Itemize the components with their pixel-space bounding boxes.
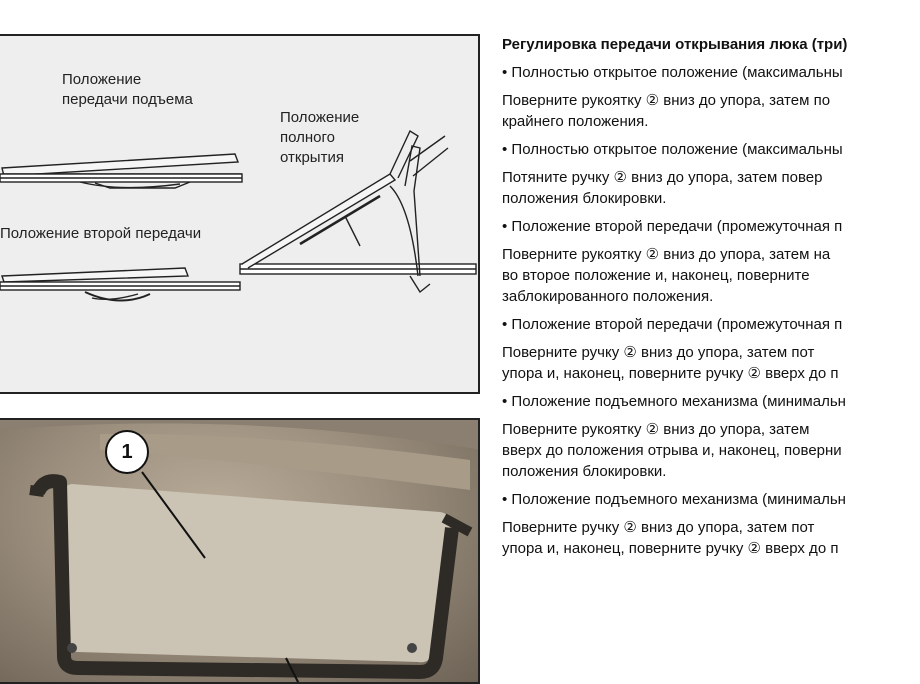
bullet-item: • Полностью открытое положение (максимальны (502, 141, 843, 158)
instruction-paragraph (502, 167, 920, 209)
instruction-line: Поверните рукоятку ② вниз до упора, затем (502, 421, 810, 438)
callout-marker: 1 (105, 430, 149, 474)
instruction-line: Поверните рукоятку ② вниз до упора, затем на (502, 246, 831, 263)
instruction-line: крайнего положения. (502, 113, 649, 130)
hatch-positions-diagram (0, 34, 480, 394)
hatch-interior-photo (0, 418, 480, 684)
bullet-item: • Полностью открытое положение (максимальны (502, 64, 843, 81)
instruction-line: Потяните ручку ② вниз до упора, затем повер (502, 169, 823, 186)
instructions-text (502, 34, 920, 566)
instruction-paragraph (502, 342, 920, 384)
section-title: Регулировка передачи открывания люка (три) (502, 36, 848, 53)
instruction-line: вверх до положения отрыва и, наконец, поверни (502, 442, 842, 459)
bullet-item: • Положение второй передачи (промежуточная п (502, 218, 843, 235)
instruction-line: положения блокировки. (502, 463, 667, 480)
instruction-line: заблокированного положения. (502, 288, 714, 305)
second-gear-label: Положение второй передачи (0, 225, 202, 242)
instruction-paragraph (502, 244, 920, 307)
instruction-line: положения блокировки. (502, 190, 667, 207)
instruction-paragraph (502, 90, 920, 132)
instruction-line: упора и, наконец, поверните ручку ② вверх до п (502, 365, 839, 382)
lift-position-label: Положение передачи подъема (62, 71, 193, 108)
bullet-item: • Положение подъемного механизма (минимальн (502, 393, 846, 410)
instruction-line: упора и, наконец, поверните ручку ② вверх до п (502, 540, 839, 557)
instruction-line: Поверните ручку ② вниз до упора, затем пот (502, 344, 815, 361)
full-open-label: Положение полного открытия (280, 109, 360, 166)
hatch-photo-drawing (0, 420, 480, 684)
bullet-item: • Положение подъемного механизма (минимальн (502, 491, 846, 508)
instruction-paragraph (502, 419, 920, 482)
instruction-line: Поверните ручку ② вниз до упора, затем пот (502, 519, 815, 536)
instruction-line: Поверните рукоятку ② вниз до упора, затем по (502, 92, 831, 109)
instruction-paragraph (502, 517, 920, 559)
instruction-line: во второе положение и, наконец, поверните (502, 267, 810, 284)
bullet-item: • Положение второй передачи (промежуточная п (502, 316, 843, 333)
